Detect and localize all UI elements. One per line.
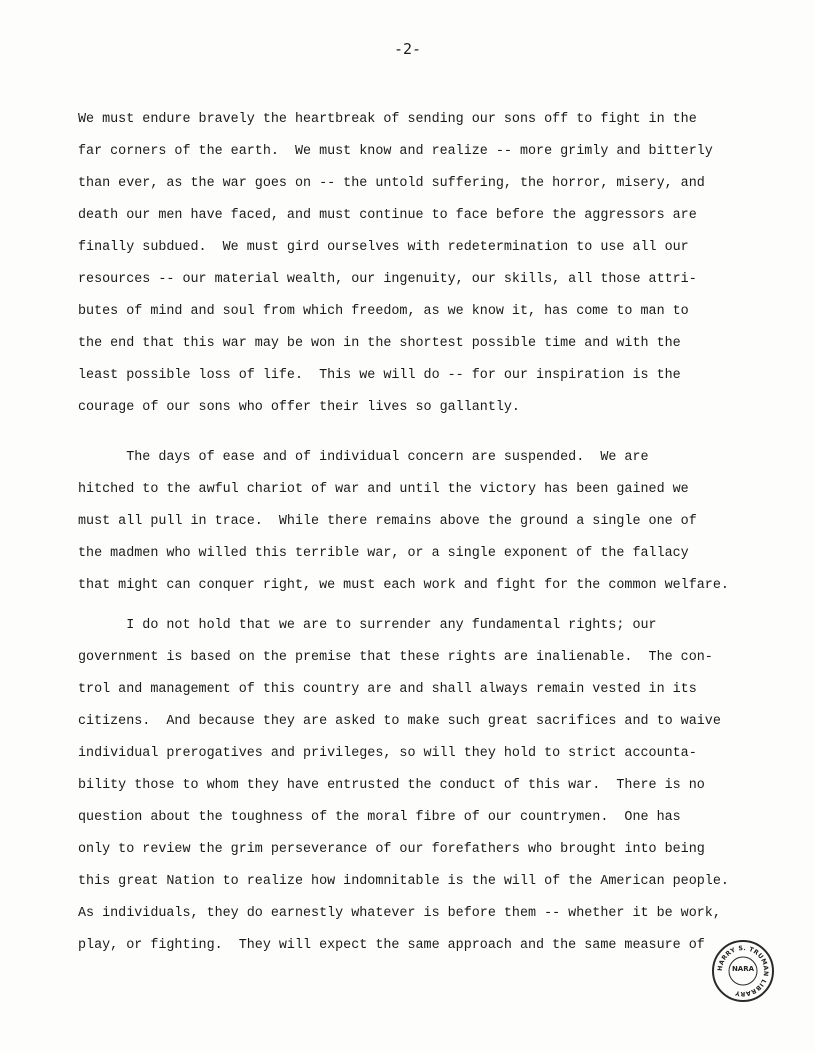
stamp-ring-text: HARRY S. TRUMAN LIBRARY xyxy=(716,944,770,998)
text-line: least possible loss of life. This we will do -- for our inspiration is the xyxy=(78,368,681,383)
text-line: this great Nation to realize how indomnitable is the will of the American people. xyxy=(78,874,729,889)
text-line: death our men have faced, and must continue to face before the aggressors are xyxy=(78,208,697,223)
text-line: question about the toughness of the moral fibre of our countrymen. One has xyxy=(78,810,681,825)
text-line: bility those to whom they have entrusted the conduct of this war. There is no xyxy=(78,778,705,793)
text-line: government is based on the premise that these rights are inalienable. The con- xyxy=(78,650,713,665)
text-line: individual prerogatives and privileges, so will they hold to strict accounta- xyxy=(78,746,697,761)
text-line: that might can conquer right, we must each work and fight for the common welfare. xyxy=(78,578,729,593)
text-line: The days of ease and of individual concern are suspended. We are xyxy=(78,450,649,465)
text-line: finally subdued. We must gird ourselves with redetermination to use all our xyxy=(78,240,689,255)
text-line: hitched to the awful chariot of war and until the victory has been gained we xyxy=(78,482,689,497)
text-line: citizens. And because they are asked to make such great sacrifices and to waive xyxy=(78,714,721,729)
text-line: the end that this war may be won in the shortest possible time and with the xyxy=(78,336,681,351)
text-line: trol and management of this country are and shall always remain vested in its xyxy=(78,682,697,697)
text-line: As individuals, they do earnestly whatever is before them -- whether it be work, xyxy=(78,906,721,921)
text-line: than ever, as the war goes on -- the untold suffering, the horror, misery, and xyxy=(78,176,705,191)
text-line: resources -- our material wealth, our ingenuity, our skills, all those attri- xyxy=(78,272,697,287)
stamp-center-text: NARA xyxy=(731,965,755,973)
text-line: butes of mind and soul from which freedom, as we know it, has come to man to xyxy=(78,304,689,319)
text-line: play, or fighting. They will expect the same approach and the same measure of xyxy=(78,938,705,953)
library-stamp xyxy=(712,940,774,1002)
text-line: I do not hold that we are to surrender any fundamental rights; our xyxy=(78,618,657,633)
text-line: courage of our sons who offer their lives so gallantly. xyxy=(78,400,520,415)
text-line: must all pull in trace. While there remains above the ground a single one of xyxy=(78,514,697,529)
text-line: only to review the grim perseverance of our forefathers who brought into being xyxy=(78,842,705,857)
page-number: -2- xyxy=(393,40,422,58)
text-line: We must endure bravely the heartbreak of sending our sons off to fight in the xyxy=(78,112,697,127)
text-line: far corners of the earth. We must know and realize -- more grimly and bitterly xyxy=(78,144,713,159)
text-line: the madmen who willed this terrible war, or a single exponent of the fallacy xyxy=(78,546,689,561)
